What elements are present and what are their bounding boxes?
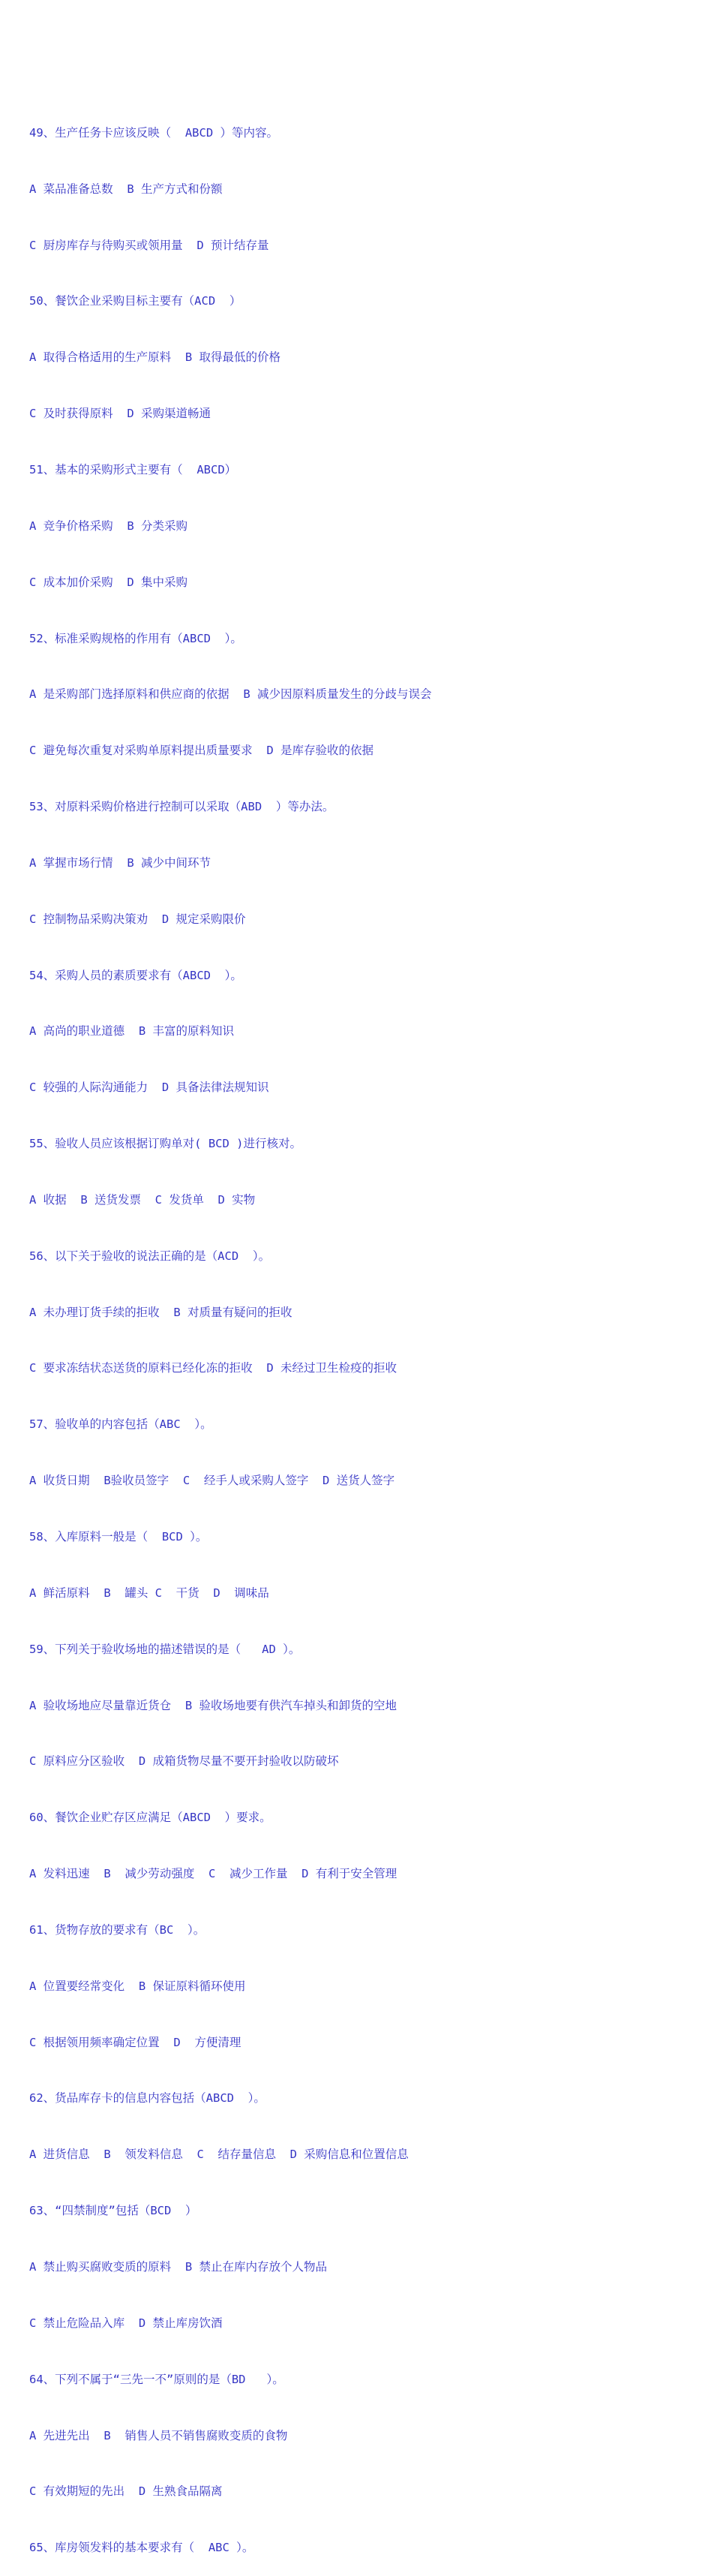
option-line: A 菜品准备总数 B 生产方式和份额 <box>29 182 223 196</box>
option-line: C 成本加价采购 D 集中采购 <box>29 575 188 589</box>
option-line: A 先进先出 B 销售人员不销售腐败变质的食物 <box>29 2428 288 2442</box>
option-line: A 验收场地应尽量靠近货仓 B 验收场地要有供汽车掉头和卸货的空地 <box>29 1698 397 1712</box>
option-line: A 位置要经常变化 B 保证原料循环使用 <box>29 1979 246 1993</box>
question-64: 64、下列不属于“三先一不”原则的是（BD ）。 <box>29 2372 284 2386</box>
option-line: A 发料迅速 B 减少劳动强度 C 减少工作量 D 有利于安全管理 <box>29 1867 398 1881</box>
option-line: A 未办理订货手续的拒收 B 对质量有疑问的拒收 <box>29 1305 292 1319</box>
question-61: 61、货物存放的要求有（BC ）。 <box>29 1922 206 1937</box>
option-line: C 控制物品采购决策劝 D 规定采购限价 <box>29 912 246 926</box>
option-line: C 原料应分区验收 D 成箱货物尽量不要开封验收以防破坏 <box>29 1754 339 1769</box>
question-53: 53、对原料采购价格进行控制可以采取（ABD ）等办法。 <box>29 800 334 814</box>
option-line: A 是采购部门选择原料和供应商的依据 B 减少因原料质量发生的分歧与误会 <box>29 687 432 702</box>
option-line: C 及时获得原料 D 采购渠道畅通 <box>29 407 211 421</box>
option-line: A 取得合格适用的生产原料 B 取得最低的价格 <box>29 350 280 365</box>
option-line: C 厨房库存与待购买或领用量 D 预计结存量 <box>29 238 269 252</box>
option-line: C 避免每次重复对采购单原料提出质量要求 D 是库存验收的依据 <box>29 744 374 758</box>
question-49: 49、生产任务卡应该反映（ ABCD ）等内容。 <box>29 125 278 140</box>
option-line: A 鲜活原料 B 罐头 C 干货 D 调味品 <box>29 1586 269 1600</box>
question-52: 52、标准采购规格的作用有（ABCD ）。 <box>29 631 242 645</box>
option-line: A 收货日期 B验收员签字 C 经手人或采购人签字 D 送货人签字 <box>29 1474 395 1488</box>
option-line: A 收据 B 送货发票 C 发货单 D 实物 <box>29 1192 256 1207</box>
option-line: A 高尚的职业道德 B 丰富的原料知识 <box>29 1024 234 1039</box>
option-line: C 根据领用频率确定位置 D 方便清理 <box>29 2035 242 2049</box>
option-line: A 掌握市场行情 B 减少中间环节 <box>29 855 211 870</box>
question-62: 62、货品库存卡的信息内容包括（ABCD ）。 <box>29 2091 266 2106</box>
question-63: 63、“四禁制度”包括（BCD ） <box>29 2204 197 2218</box>
option-line: C 要求冻结状态送货的原料已经化冻的拒收 D 未经过卫生检疫的拒收 <box>29 1361 397 1375</box>
option-line: C 有效期短的先出 D 生熟食品隔离 <box>29 2484 223 2499</box>
question-58: 58、入库原料一般是（ BCD ）。 <box>29 1530 208 1543</box>
question-57: 57、验收单的内容包括（ABC ）。 <box>29 1417 212 1432</box>
option-line: A 进货信息 B 领发料信息 C 结存量信息 D 采购信息和位置信息 <box>29 2148 409 2162</box>
question-56: 56、以下关于验收的说法正确的是（ACD ）。 <box>29 1249 271 1263</box>
option-line: C 较强的人际沟通能力 D 具备法律法规知识 <box>29 1081 269 1095</box>
document-body <box>29 86 689 2576</box>
question-50: 50、餐饮企业采购目标主要有（ACD ） <box>29 294 242 308</box>
question-59: 59、下列关于验收场地的描述错误的是（ AD ）。 <box>29 1642 301 1656</box>
option-line: A 禁止购买腐败变质的原料 B 禁止在库内存放个人物品 <box>29 2259 327 2274</box>
question-65: 65、库房领发料的基本要求有（ ABC ）。 <box>29 2541 254 2555</box>
question-55: 55、验收人员应该根据订购单对( BCD )进行核对。 <box>29 1137 302 1151</box>
option-line: A 竞争价格采购 B 分类采购 <box>29 519 188 533</box>
question-51: 51、基本的采购形式主要有（ ABCD） <box>29 462 237 476</box>
question-54: 54、采购人员的素质要求有（ABCD ）。 <box>29 968 242 982</box>
option-line: C 禁止危险品入库 D 禁止库房饮酒 <box>29 2316 223 2330</box>
question-60: 60、餐饮企业贮存区应满足（ABCD ）要求。 <box>29 1811 272 1825</box>
